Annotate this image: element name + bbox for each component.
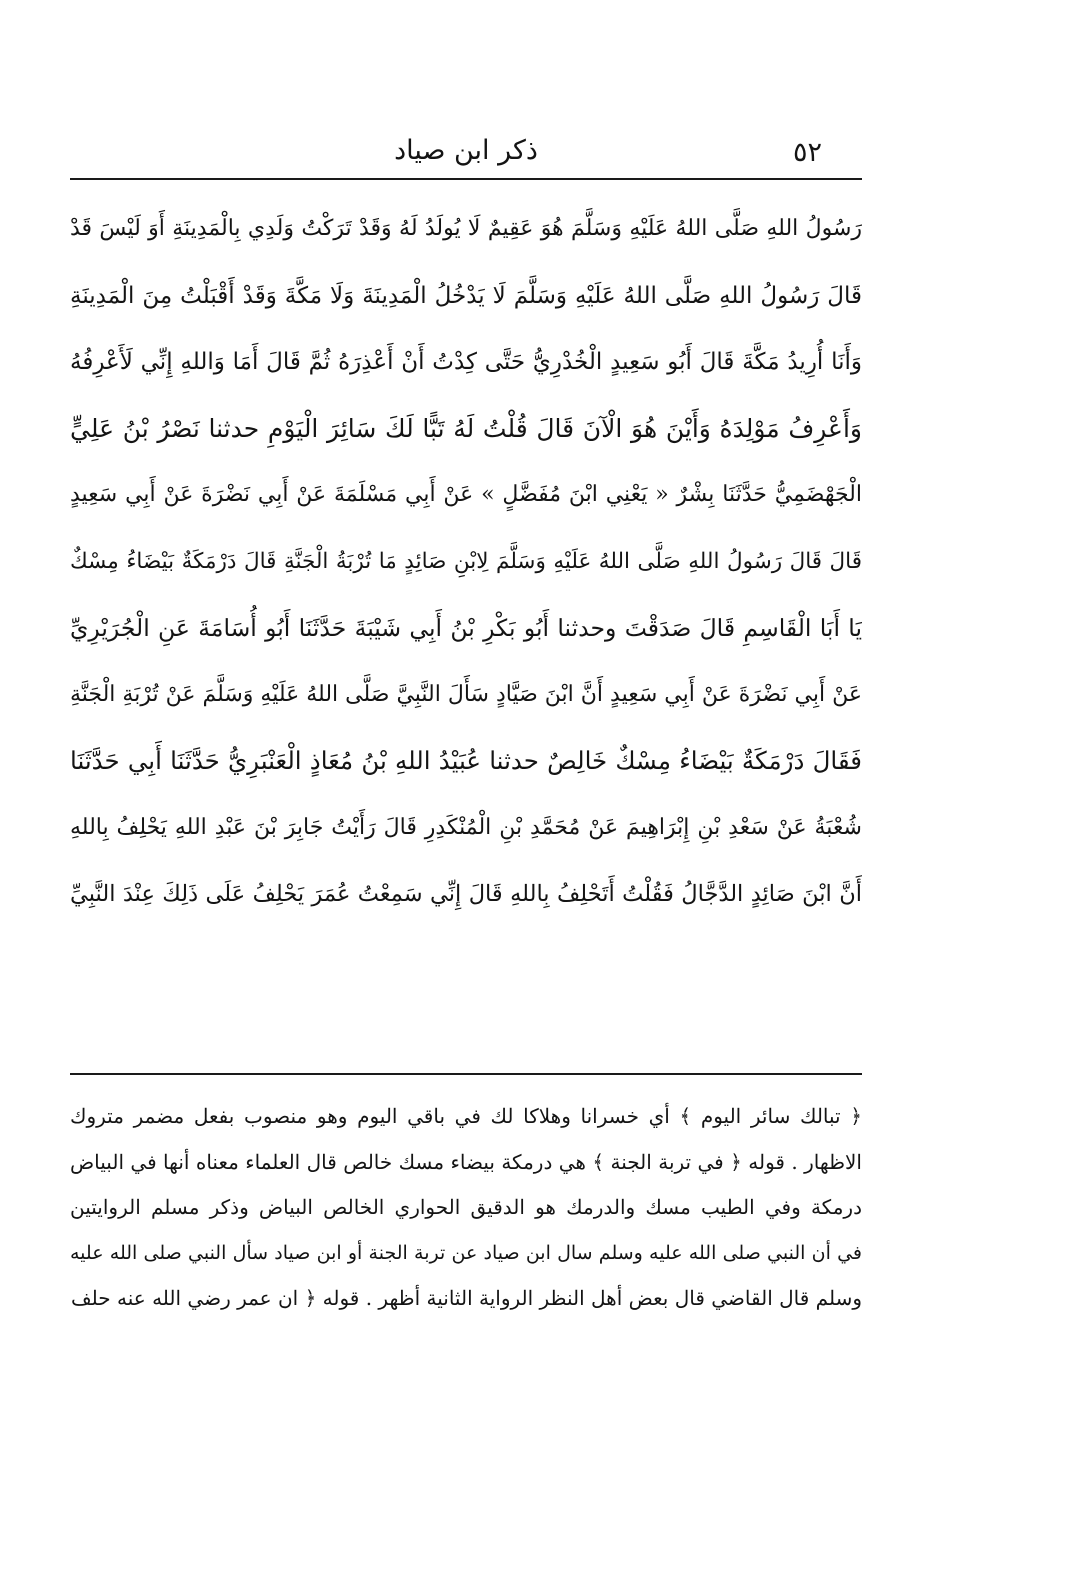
- note-line: الاظهار . قوله ﴿ في تربة الجنة ﴾ هي درمكة بيضاء مسك خالص قال العلماء معناه أنها في البياض: [70, 1149, 862, 1174]
- text-line: قَالَ قَالَ رَسُولُ اللهِ صَلَّى اللهُ عَلَيْهِ وَسَلَّمَ لِابْنِ صَائِدٍ مَا تُرْبَةُ الْجَنَّةِ قَالَ دَرْمَكَةٌ بَيْضَاءُ مِسْكٌ: [70, 548, 862, 574]
- text-line: وَأَعْرِفُ مَوْلِدَهُ وَأَيْنَ هُوَ الْآنَ قَالَ قُلْتُ لَهُ تَبًّا لَكَ سَائِرَ الْيَوْمِ حدثنا نَصْرُ بْنُ عَلِيٍّ: [70, 413, 862, 443]
- text-line: قَالَ رَسُولُ اللهِ صَلَّى اللهُ عَلَيْهِ وَسَلَّمَ لَا يَدْخُلُ الْمَدِينَةَ وَلَا مَكَّةَ وَقَدْ أَقْبَلْتُ مِنَ الْمَدِينَةِ: [70, 282, 862, 309]
- text-line: يَا أَبَا الْقَاسِمِ قَالَ صَدَقْتَ وحدثنا أَبُو بَكْرِ بْنُ أَبِي شَيْبَةَ حَدَّثَنَا أَبُو أُسَامَةَ عَنِ الْجُرَيْرِيِّ: [70, 614, 862, 642]
- notes-rule: [70, 1073, 862, 1075]
- text-line: وَأَنَا أُرِيدُ مَكَّةَ قَالَ أَبُو سَعِيدٍ الْخُدْرِيُّ حَتَّى كِدْتُ أَنْ أَعْذِرَهُ ثُمَّ قَالَ أَمَا وَاللهِ إِنِّي لَأَعْرِفُهُ: [70, 349, 862, 375]
- note-line: ﴿ تبالك سائر اليوم ﴾ أي خسرانا وهلاكا لك في باقي اليوم وهو منصوب بفعل مضمر متروك: [70, 1104, 862, 1128]
- text-line: عَنْ أَبِي نَضْرَةَ عَنْ أَبِي سَعِيدٍ أَنَّ ابْنَ صَيَّادٍ سَأَلَ النَّبِيَّ صَلَّى اللهُ عَلَيْهِ وَسَلَّمَ عَنْ تُرْبَةِ الْجَنَّةِ: [70, 681, 862, 707]
- note-line: في أن النبي صلى الله عليه وسلم سال ابن صياد عن تربة الجنة أو ابن صياد سأل النبي صلى الله عليه: [70, 1241, 862, 1264]
- page-header: [70, 128, 862, 176]
- page-number: ٥٢: [792, 137, 822, 168]
- text-line: شُعْبَةُ عَنْ سَعْدِ بْنِ إِبْرَاهِيمَ عَنْ مُحَمَّدِ بْنِ الْمُنْكَدِرِ قَالَ رَأَيْتُ جَابِرَ بْنَ عَبْدِ اللهِ يَحْلِفُ بِاللهِ: [70, 814, 862, 840]
- text-line: أَنَّ ابْنَ صَائِدٍ الدَّجَّالُ فَقُلْتُ أَتَحْلِفُ بِاللهِ قَالَ إِنِّي سَمِعْتُ عُمَرَ يَحْلِفُ عَلَى ذَلِكَ عِنْدَ النَّبِيِّ: [70, 881, 862, 907]
- commentary-notes: [70, 1094, 862, 1322]
- running-title: ذكر ابن صياد: [394, 135, 538, 166]
- text-line: رَسُولُ اللهِ صَلَّى اللهُ عَلَيْهِ وَسَلَّمَ هُوَ عَقِيمٌ لَا يُولَدُ لَهُ وَقَدْ تَرَكْتُ وَلَدِي بِالْمَدِينَةِ أَوَ لَيْسَ قَدْ: [70, 216, 862, 241]
- text-line: الْجَهْضَمِيُّ حَدَّثَنَا بِشْرٌ « يَعْنِي ابْنَ مُفَضَّلٍ » عَنْ أَبِي مَسْلَمَةَ عَنْ أَبِي نَضْرَةَ عَنْ أَبِي سَعِيدٍ: [70, 482, 862, 507]
- header-rule: [70, 178, 862, 180]
- text-line: فَقَالَ دَرْمَكَةٌ بَيْضَاءُ مِسْكٌ خَالِصٌ حدثنا عُبَيْدُ اللهِ بْنُ مُعَاذٍ الْعَنْبَرِيُّ حَدَّثَنَا أَبِي حَدَّثَنَا: [70, 746, 862, 775]
- note-line: وسلم قال القاضي قال بعض أهل النظر الرواية الثانية أظهر . قوله ﴿ ان عمر رضي الله عنه حلف: [70, 1286, 862, 1310]
- note-line: درمكة وفي الطيب مسك والدرمك هو الدقيق الحواري الخالص البياض وذكر مسلم الروايتين: [70, 1195, 862, 1219]
- main-text: [70, 196, 862, 928]
